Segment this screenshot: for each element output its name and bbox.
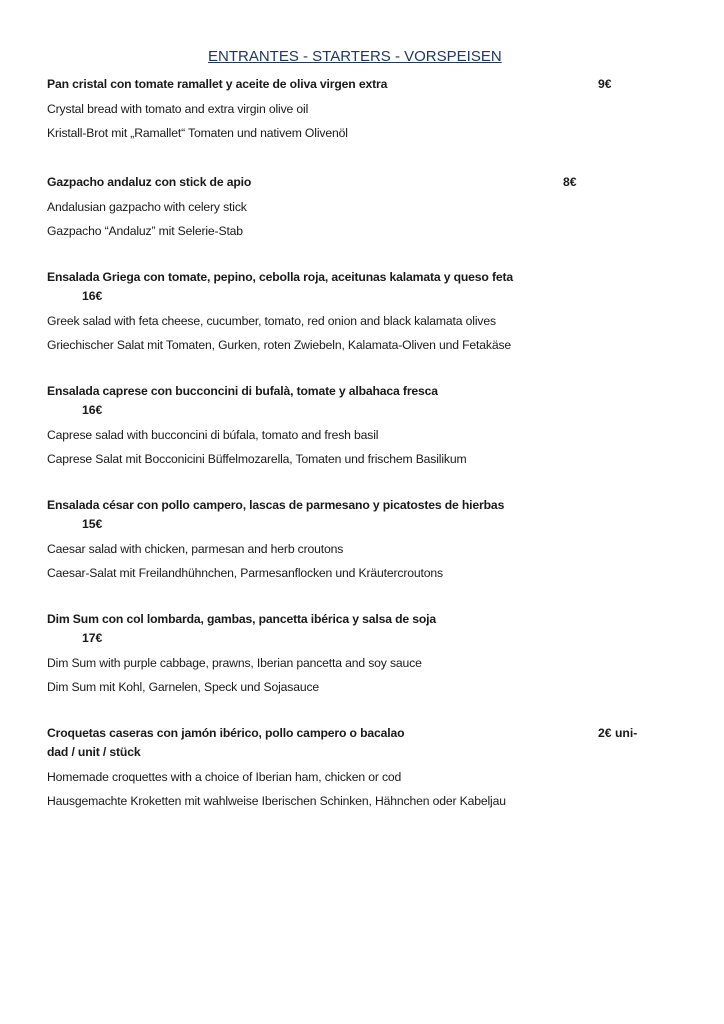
item-desc-de: Caprese Salat mit Bocconicini Büffelmozarella, Tomaten und frischem Basilikum	[47, 452, 467, 466]
item-desc-de: Kristall-Brot mit „Ramallet“ Tomaten und nativem Olivenöl	[47, 126, 348, 140]
item-desc-de: Dim Sum mit Kohl, Garnelen, Speck und Sojasauce	[47, 680, 320, 694]
item-desc-en: Caprese salad with bucconcini di búfala, tomato and fresh basil	[47, 428, 379, 442]
item-desc-en: Dim Sum with purple cabbage, prawns, Iberian pancetta and soy sauce	[47, 656, 422, 670]
item-price: 2€ uni-	[598, 726, 638, 740]
item-name: Ensalada Griega con tomate, pepino, cebolla roja, aceitunas kalamata y queso feta	[47, 270, 514, 284]
item-price: 9€	[598, 77, 612, 91]
item-desc-en: Andalusian gazpacho with celery stick	[47, 200, 247, 214]
item-price: 16€	[82, 403, 103, 417]
item-desc-de: Griechischer Salat mit Tomaten, Gurken, roten Zwiebeln, Kalamata-Oliven und Fetakäse	[47, 338, 512, 352]
item-desc-de: Caesar-Salat mit Freilandhühnchen, Parmesanflocken und Kräutercroutons	[47, 566, 443, 580]
item-price: 17€	[82, 631, 103, 645]
item-unit-line: dad / unit / stück	[47, 745, 141, 759]
item-name: Dim Sum con col lombarda, gambas, pancetta ibérica y salsa de soja	[47, 612, 437, 626]
item-desc-de: Gazpacho “Andaluz” mit Selerie-Stab	[47, 224, 243, 238]
item-name: Gazpacho andaluz con stick de apio	[47, 175, 252, 189]
item-name: Pan cristal con tomate ramallet y aceite de oliva virgen extra	[47, 77, 388, 91]
page-title: ENTRANTES - STARTERS - VORSPEISEN	[208, 48, 502, 65]
item-price: 16€	[82, 289, 103, 303]
item-desc-en: Greek salad with feta cheese, cucumber, tomato, red onion and black kalamata olives	[47, 314, 496, 328]
item-desc-en: Homemade croquettes with a choice of Iberian ham, chicken or cod	[47, 770, 402, 784]
item-desc-de: Hausgemachte Kroketten mit wahlweise Iberischen Schinken, Hähnchen oder Kabeljau	[47, 794, 506, 808]
item-name: Croquetas caseras con jamón ibérico, pollo campero o bacalao	[47, 726, 405, 740]
item-price: 8€	[563, 175, 577, 189]
item-desc-en: Caesar salad with chicken, parmesan and herb croutons	[47, 542, 344, 556]
item-name: Ensalada caprese con bucconcini di bufalà, tomate y albahaca fresca	[47, 384, 438, 398]
item-price: 15€	[82, 517, 103, 531]
item-desc-en: Crystal bread with tomato and extra virgin olive oil	[47, 102, 309, 116]
item-name: Ensalada césar con pollo campero, lascas de parmesano y picatostes de hierbas	[47, 498, 505, 512]
